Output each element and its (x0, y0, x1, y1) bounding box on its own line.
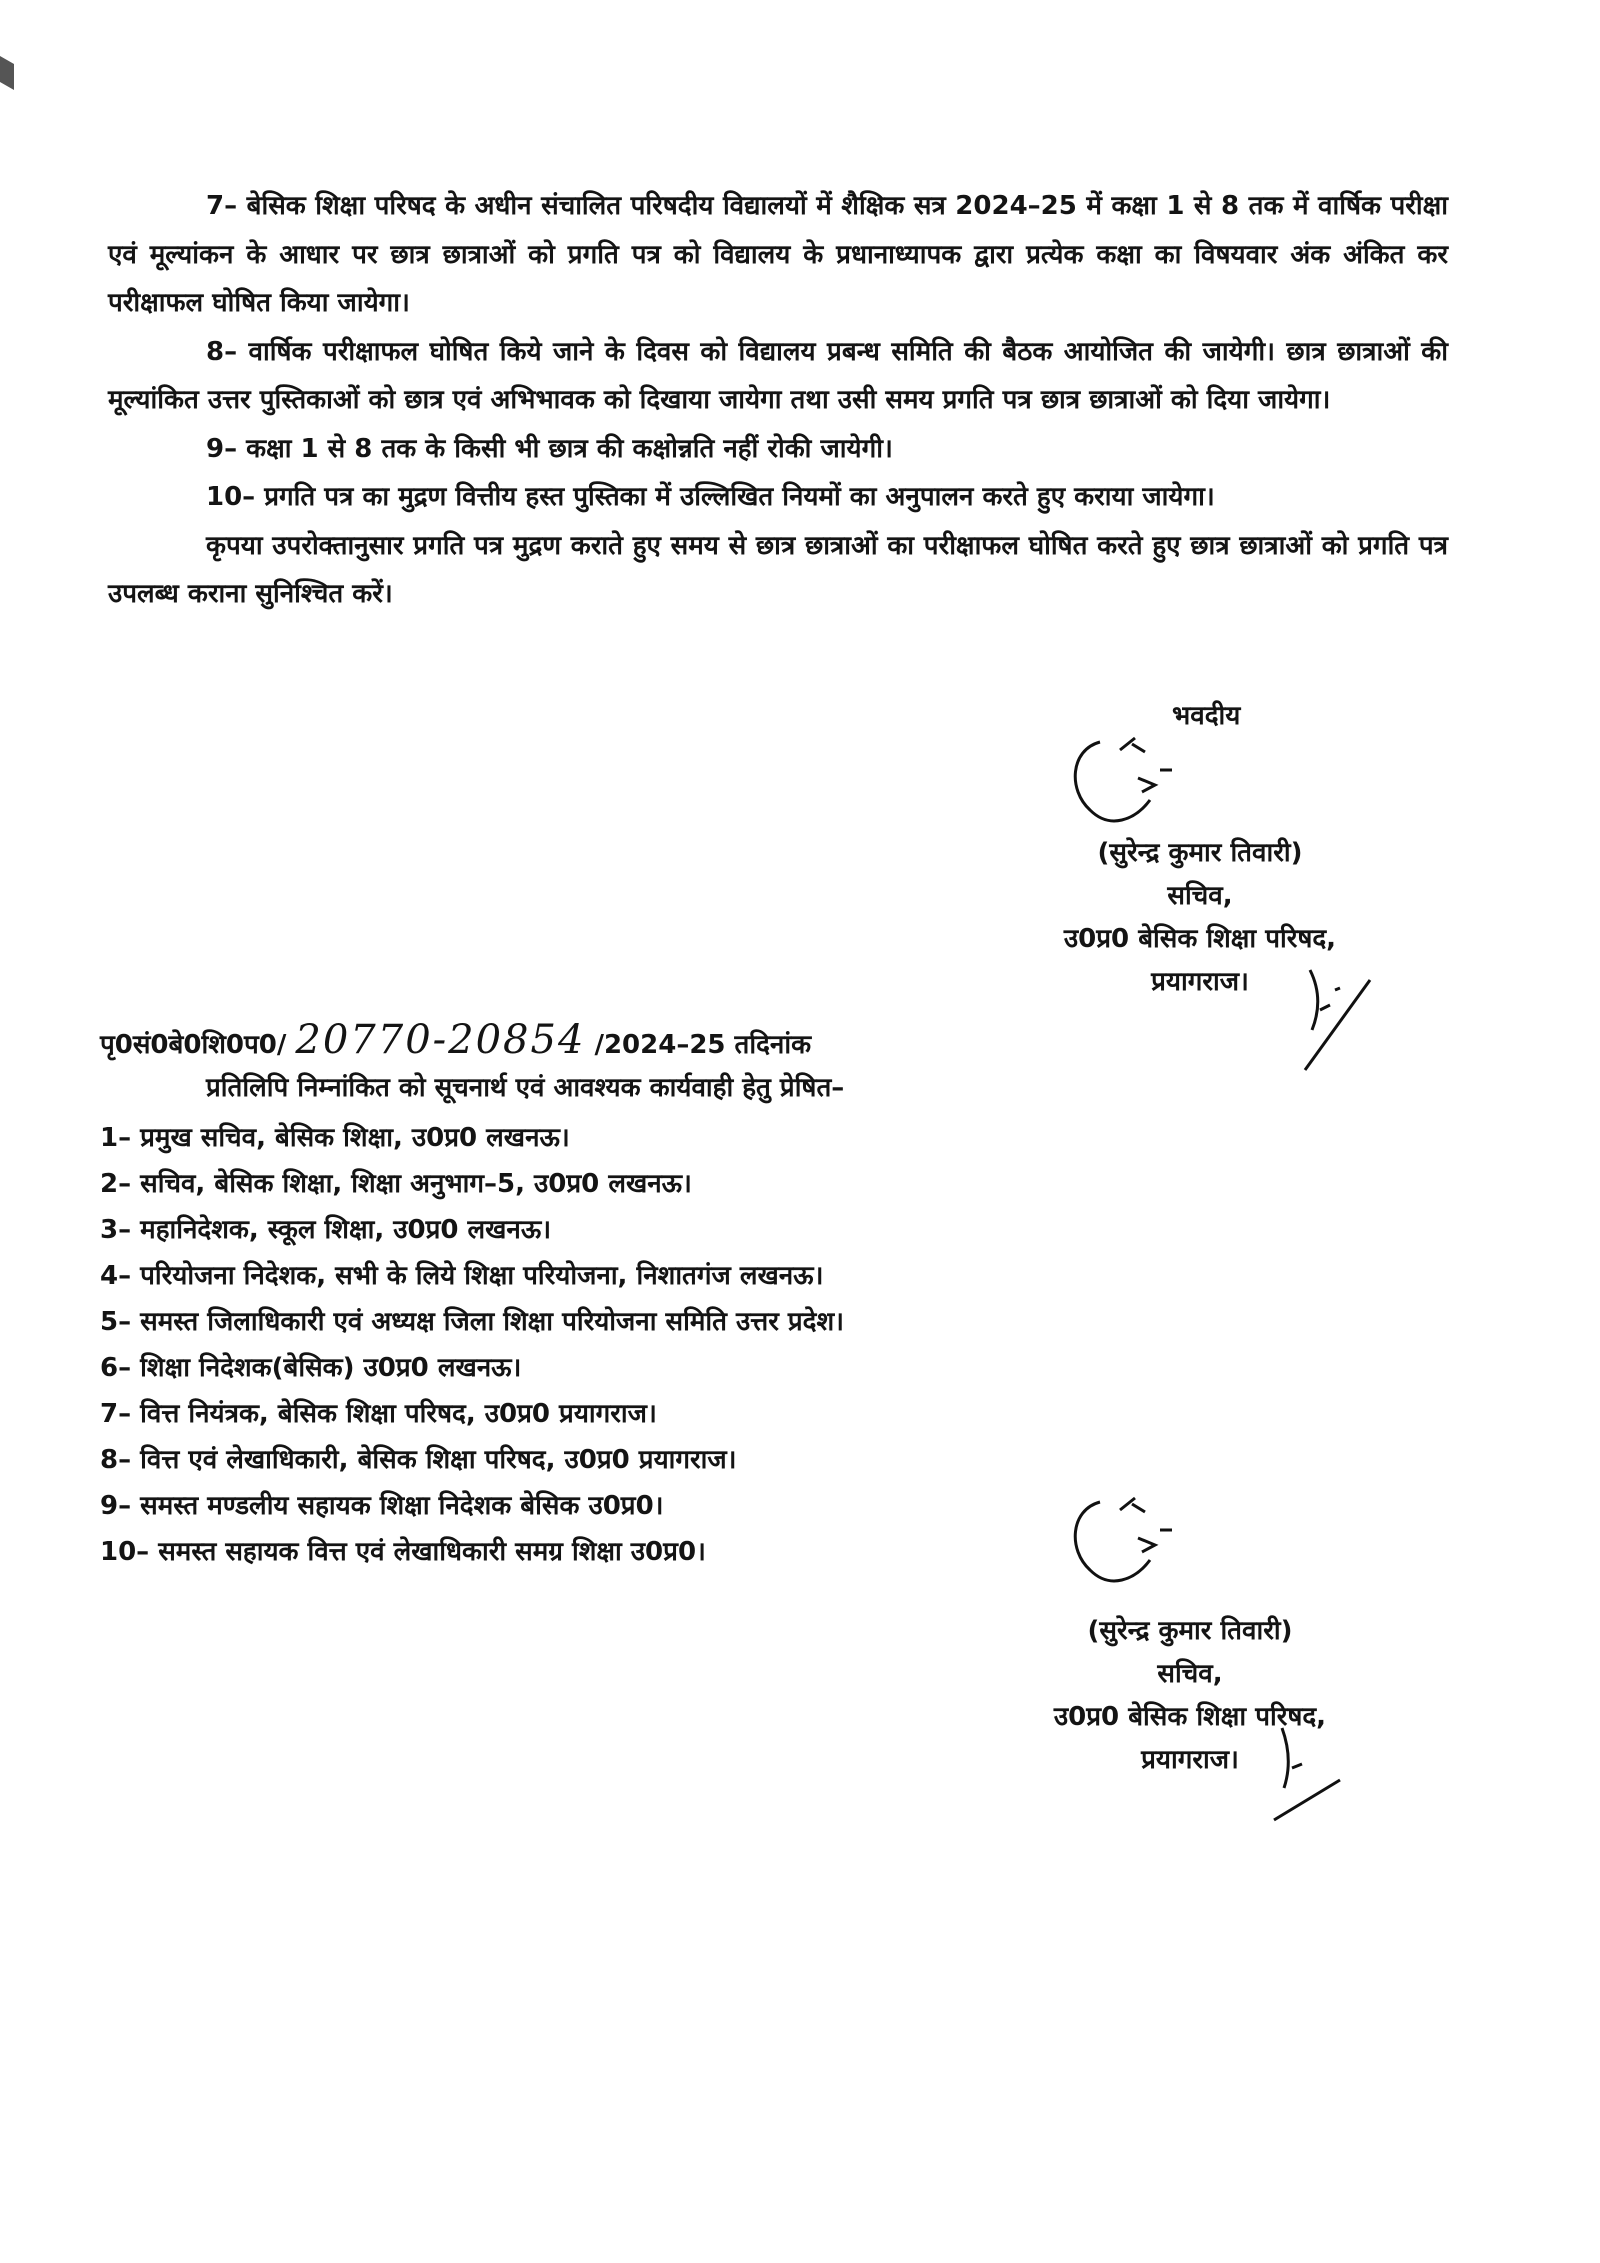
paragraph-10: 10– प्रगति पत्र का मुद्रण वित्तीय हस्त पुस्तिका में उल्लिखित नियमों का अनुपालन करते हुए कराया जायेगा। (206, 482, 1215, 512)
signatory-name: (सुरेन्द्र कुमार तिवारी) (1097, 838, 1303, 868)
signatory-designation: सचिव, (1157, 1659, 1223, 1689)
signatory-designation: सचिव, (1167, 881, 1233, 911)
paragraph-9: 9– कक्षा 1 से 8 तक के किसी भी छात्र की कक्षोन्नति नहीं रोकी जायेगी। (206, 433, 893, 464)
reference-line (100, 1017, 812, 1065)
copy-list-item: 6– शिक्षा निदेशक(बेसिक) उ0प्र0 लखनऊ। (100, 1353, 522, 1383)
signatory-name: (सुरेन्द्र कुमार तिवारी) (1087, 1616, 1293, 1646)
copy-list-item: 8– वित्त एवं लेखाधिकारी, बेसिक शिक्षा परिषद, उ0प्र0 प्रयागराज। (100, 1445, 737, 1475)
copy-list-item: 4– परियोजना निदेशक, सभी के लिये शिक्षा परियोजना, निशातगंज लखनऊ। (100, 1261, 824, 1291)
copy-intro: प्रतिलिपि निम्नांकित को सूचनार्थ एवं आवश्यक कार्यवाही हेतु प्रेषित– (206, 1073, 845, 1103)
copy-list-item: 9– समस्त मण्डलीय सहायक शिक्षा निदेशक बेसिक उ0प्र0। (100, 1491, 664, 1521)
scan-corner-mark (0, 56, 14, 90)
signature-1 (1060, 730, 1190, 840)
letter-body (108, 182, 1448, 619)
copy-list-item: 3– महानिदेशक, स्कूल शिक्षा, उ0प्र0 लखनऊ। (100, 1215, 552, 1245)
closing-salutation: भवदीय (1172, 701, 1241, 731)
signatory-office: उ0प्र0 बेसिक शिक्षा परिषद, (1063, 924, 1337, 954)
signatory-city: प्रयागराज। (1151, 967, 1249, 997)
copy-list-item: 10– समस्त सहायक वित्त एवं लेखाधिकारी समग्र शिक्षा उ0प्र0। (100, 1537, 706, 1567)
copy-list-item: 2– सचिव, बेसिक शिक्षा, शिक्षा अनुभाग–5, उ0प्र0 लखनऊ। (100, 1169, 692, 1199)
signatory-city: प्रयागराज। (1141, 1745, 1239, 1775)
signature-2 (1060, 1490, 1190, 1600)
signatory-office: उ0प्र0 बेसिक शिक्षा परिषद, (1053, 1702, 1327, 1732)
initials-1 (1290, 960, 1380, 1075)
request-paragraph: कृपया उपरोक्तानुसार प्रगति पत्र मुद्रण कराते हुए समय से छात्र छात्राओं का परीक्षाफल घोषित करते हुए छात्र छात्राओं को प्रगति पत्र उपलब्ध कराना सुनिश्चित करें। (108, 530, 1448, 609)
reference-number-handwritten: 20770-20854 (295, 1017, 586, 1063)
copy-list-item: 5– समस्त जिलाधिकारी एवं अध्यक्ष जिला शिक्षा परियोजना समिति उत्तर प्रदेश। (100, 1307, 845, 1337)
initials-2 (1260, 1720, 1350, 1830)
reference-suffix: /2024–25 तदिनांक (594, 1030, 812, 1060)
reference-prefix: पृ0सं0बे0शि0प0/ (100, 1030, 287, 1060)
copy-list-item: 7– वित्त नियंत्रक, बेसिक शिक्षा परिषद, उ0प्र0 प्रयागराज। (100, 1399, 657, 1429)
paragraph-7: 7– बेसिक शिक्षा परिषद के अधीन संचालित परिषदीय विद्यालयों में शैक्षिक सत्र 2024–25 में कक्षा 1 से 8 तक में वार्षिक परीक्षा एवं मूल्यांकन के आधार पर छात्र छात्राओं को प्रगति पत्र को विद्यालय के प्रधानाध्यापक द्वारा प्रत्येक कक्षा का विषयवार अंक अंकित कर परीक्षाफल घोषित किया जायेगा। (108, 191, 1448, 318)
copy-list-item: 1– प्रमुख सचिव, बेसिक शिक्षा, उ0प्र0 लखनऊ। (100, 1123, 570, 1153)
paragraph-8: 8– वार्षिक परीक्षाफल घोषित किये जाने के दिवस को विद्यालय प्रबन्ध समिति की बैठक आयोजित की जायेगी। छात्र छात्राओं की मूल्यांकित उत्तर पुस्तिकाओं को छात्र एवं अभिभावक को दिखाया जायेगा तथा उसी समय प्रगति पत्र छात्र छात्राओं को दिया जायेगा। (108, 336, 1448, 415)
